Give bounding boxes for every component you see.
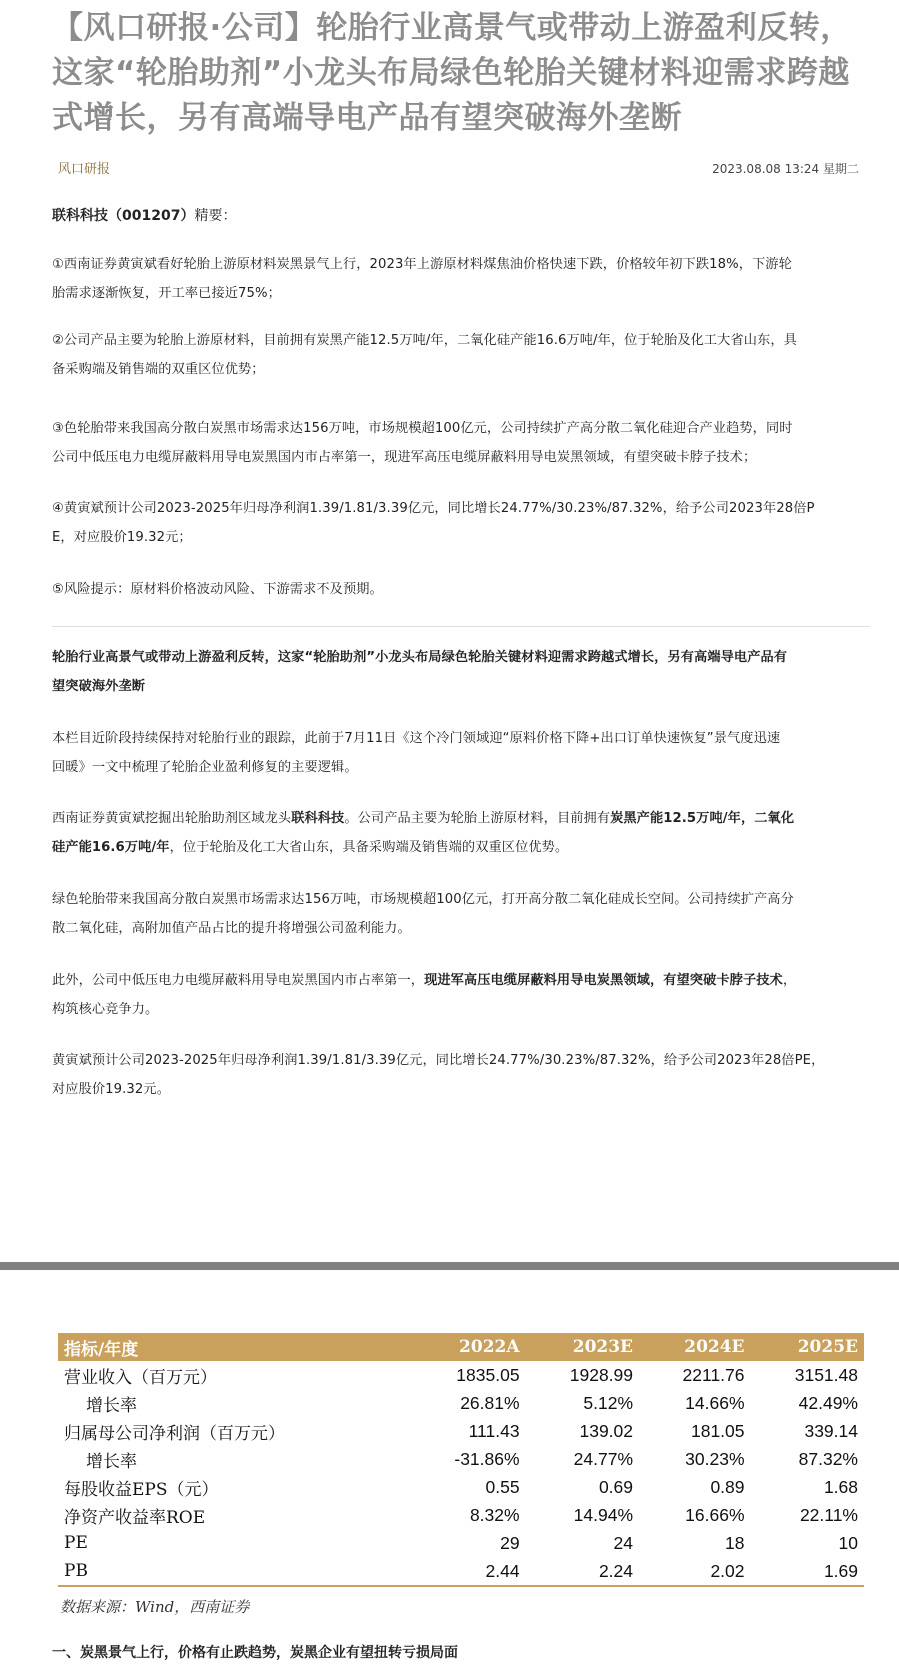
paragraph-line: 西南证券黄寅斌挖掘出轮胎助剂区域龙头联科科技。公司产品主要为轮胎上游原材料，目前拥有炭黑产能12.5万吨/年，二氧化 [52,811,795,826]
point-line: ④黄寅斌预计公司2023-2025年归母净利润1.39/1.81/3.39亿元，同比增长24.77%/30.23%/87.32%，给予公司2023年28倍P [52,501,815,516]
table-cell: 111.43 [468,1420,520,1441]
title-line: 式增长，另有高端导电产品有望突破海外垄断 [52,100,682,136]
section-separator [0,1262,899,1270]
row-label: PB [58,1557,409,1586]
table-cell: 14.66% [685,1392,745,1413]
row-label: 增长率 [86,1395,137,1416]
table-cell: 24 [613,1532,634,1553]
table-cell: 10 [838,1532,858,1553]
table-cell: 29 [500,1532,520,1553]
row-label: PE [64,1533,88,1553]
table-row [58,1417,864,1445]
table-cell: 181.05 [690,1420,745,1441]
point-line: ②公司产品主要为轮胎上游原材料，目前拥有炭黑产能12.5万吨/年，二氧化硅产能16.6万吨/年，位于轮胎及化工大省山东，具 [52,333,797,348]
row-label: 每股收益EPS（元） [64,1479,219,1500]
paragraph-line: 散二氧化硅，高附加值产品占比的提升将增强公司盈利能力。 [52,921,411,936]
summary-point [52,414,870,472]
table-cell: 18 [725,1532,745,1553]
table-cell: 22.11% [799,1504,858,1525]
heading-line: 轮胎行业高景气或带动上游盈利反转，这家“轮胎助剂”小龙头布局绿色轮胎关键材料迎需求跨越式增长，另有高端导电产品有 [52,650,788,665]
table-cell: 8.32% [469,1504,520,1525]
summary-point [52,575,870,604]
table-header-row [58,1333,864,1361]
header-cell: 指标/年度 [58,1333,409,1361]
header-cell: 2022A [409,1333,525,1361]
table-cell: 14.94% [573,1504,634,1525]
table-cell: 139.02 [579,1420,634,1441]
paragraph-2 [52,804,870,862]
summary-point [52,250,870,308]
point-line: E，对应股价19.32元； [52,530,192,545]
point-line: 备采购端及销售端的双重区位优势； [52,362,265,377]
summary-point [52,494,870,552]
row-label: 归属母公司净利润（百万元） [64,1423,285,1444]
table-row [58,1557,864,1586]
table-cell: 339.14 [804,1420,858,1441]
table-cell: 16.66% [685,1504,745,1525]
summary-point [52,326,870,384]
paragraph-line: 此外，公司中低压电力电缆屏蔽料用导电炭黑国内市占率第一，现进军高压电缆屏蔽料用导电炭黑领域，有望突破卡脖子技术， [52,973,797,988]
paragraph-line: 本栏目近阶段持续保持对轮胎行业的跟踪，此前于7月11日《这个冷门领域迎“原料价格下降+出口订单快速恢复”景气度迅速 [52,731,781,746]
point-line: 公司中低压电力电缆屏蔽料用导电炭黑国内市占率第一，现进军高压电缆屏蔽料用导电炭黑领域，有望突破卡脖子技术； [52,450,757,465]
article-heading [52,643,870,701]
table-cell: 1.69 [751,1557,864,1586]
paragraph-1 [52,724,870,782]
company-name: 联科科技（001207） [52,208,195,224]
row-label: 增长率 [86,1451,137,1472]
header-cell: 2023E [526,1333,639,1361]
header-cell: 2025E [751,1333,864,1361]
paragraph-line: 黄寅斌预计公司2023-2025年归母净利润1.39/1.81/3.39亿元，同比增长24.77%/30.23%/87.32%，给予公司2023年28倍PE， [52,1053,825,1068]
paragraph-line: 硅产能16.6万吨/年，位于轮胎及化工大省山东，具备采购端及销售端的双重区位优势。 [52,840,569,855]
table-source-note: 数据来源：Wind，西南证券 [60,1598,250,1616]
table-row [58,1473,864,1501]
table-cell: 1835.05 [456,1364,520,1385]
table-cell: 3151.48 [794,1364,858,1385]
paragraph-3 [52,885,870,943]
table-cell: 24.77% [573,1448,634,1469]
point-line: ①西南证券黄寅斌看好轮胎上游原材料炭黑景气上行，2023年上游原材料煤焦油价格快速下跌，价格较年初下跌18%，下游轮 [52,257,792,272]
table-row [58,1361,864,1389]
table-cell: 2211.76 [682,1364,745,1385]
point-line: ③色轮胎带来我国高分散白炭黑市场需求达156万吨，市场规模超100亿元，公司持续扩产高分散二氧化硅迎合产业趋势，同时 [52,421,793,436]
row-label: 净资产收益率ROE [64,1507,206,1528]
point-line: 胎需求逐渐恢复，开工率已接近75%； [52,286,281,301]
paragraph-line: 绿色轮胎带来我国高分散白炭黑市场需求达156万吨，市场规模超100亿元，打开高分散二氧化硅成长空间。公司持续扩产高分 [52,892,794,907]
table-cell: 2.02 [639,1557,751,1586]
table-cell: 0.89 [710,1476,745,1497]
table-cell: 1928.99 [569,1364,634,1385]
title-line: 这家“轮胎助剂”小龙头布局绿色轮胎关键材料迎需求跨越 [52,55,850,91]
table-cell: 1.68 [823,1476,858,1497]
forecast-table [58,1333,864,1587]
publish-datetime: 2023.08.08 13:24 星期二 [712,162,859,176]
paragraph-line: 回暖》一文中梳理了轮胎企业盈利修复的主要逻辑。 [52,760,358,775]
table-row [58,1501,864,1529]
table-row [58,1529,864,1557]
table-cell: -31.86% [454,1448,520,1469]
heading-line: 望突破海外垄断 [52,679,146,694]
table-cell: 26.81% [460,1392,520,1413]
paragraph-line: 构筑核心竞争力。 [52,1002,159,1017]
divider [52,626,870,627]
row-label: 营业收入（百万元） [64,1367,217,1388]
table-cell: 5.12% [583,1392,634,1413]
table-cell: 30.23% [685,1448,745,1469]
table-cell: 2.24 [526,1557,639,1586]
table-cell: 0.55 [485,1476,520,1497]
table-row [58,1389,864,1417]
paragraph-5 [52,1046,870,1104]
table-cell: 87.32% [798,1448,858,1469]
paragraph-4 [52,966,870,1024]
table-cell: 2.44 [409,1557,525,1586]
article-title [52,6,882,141]
paragraph-line: 对应股价19.32元。 [52,1082,170,1097]
summary-heading [52,205,236,225]
section-heading: 一、炭黑景气上行，价格有止跌趋势，炭黑企业有望扭转亏损局面 [52,1645,458,1661]
summary-suffix: 精要： [194,208,237,224]
title-line: 【风口研报·公司】轮胎行业高景气或带动上游盈利反转， [52,10,852,46]
table-cell: 0.69 [598,1476,634,1497]
table-row [58,1445,864,1473]
header-cell: 2024E [639,1333,751,1361]
source-link[interactable]: 风口研报 [58,162,111,177]
point-line: ⑤风险提示：原材料价格波动风险、下游需求不及预期。 [52,582,383,597]
table-cell: 42.49% [798,1392,858,1413]
